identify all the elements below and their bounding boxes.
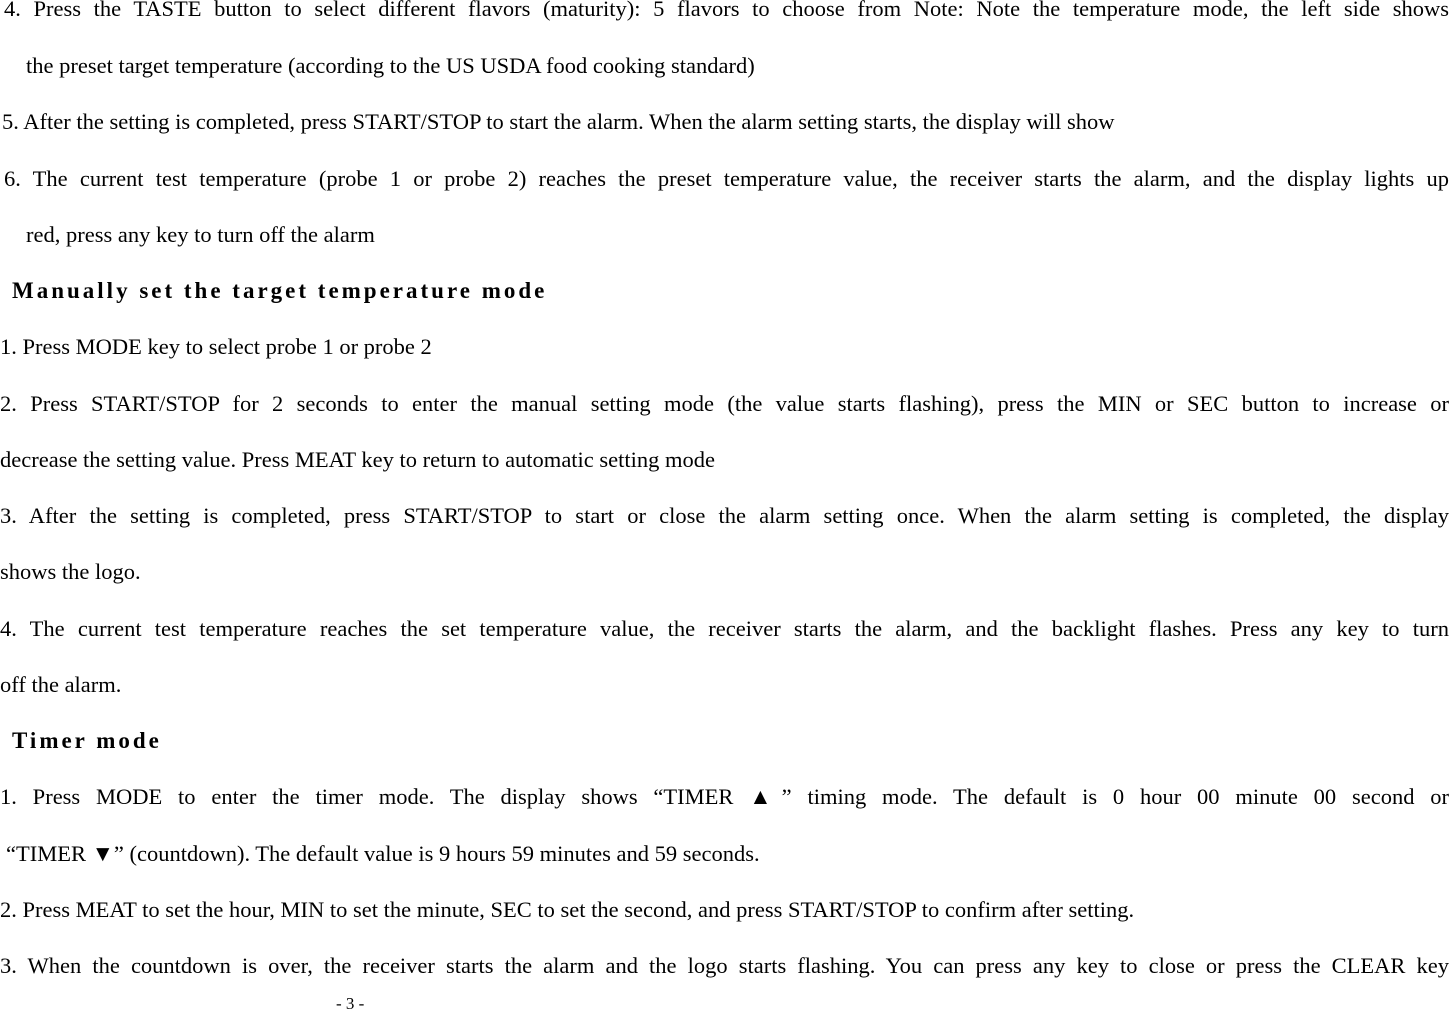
step-6-alarm-line-1: 6. The current test temperature (probe 1 or probe 2) reaches the preset temperature value, the receiver starts the alarm, and the display lights up — [4, 166, 1449, 191]
section-heading-timer-mode: Timer mode — [12, 728, 162, 753]
page-number: - 3 - — [336, 994, 365, 1013]
manual-step-2-line-2: decrease the setting value. Press MEAT key to return to automatic setting mode — [0, 447, 716, 472]
timer-step-1-line-2: “TIMER ▼” (countdown). The default value is 9 hours 59 minutes and 59 seconds. — [6, 841, 760, 866]
manual-step-1: 1. Press MODE key to select probe 1 or probe 2 — [0, 334, 432, 359]
manual-step-4-line-2: off the alarm. — [0, 672, 122, 697]
step-5-start-alarm: 5. After the setting is completed, press START/STOP to start the alarm. When the alarm setting starts, the display will show — [2, 109, 1115, 134]
timer-step-2: 2. Press MEAT to set the hour, MIN to set the minute, SEC to set the second, and press START/STOP to confirm after setting. — [0, 897, 1135, 922]
step-4-taste-line-2: the preset target temperature (according to the US USDA food cooking standard) — [26, 53, 755, 78]
manual-step-4-line-1: 4. The current test temperature reaches the set temperature value, the receiver starts the alarm, and the backlight flashes. Press any key to turn — [0, 616, 1449, 641]
manual-step-2-line-1: 2. Press START/STOP for 2 seconds to enter the manual setting mode (the value starts flashing), press the MIN or SEC button to increase or — [0, 391, 1449, 416]
manual-step-3-line-1: 3. After the setting is completed, press START/STOP to start or close the alarm setting once. When the alarm setting is completed, the display — [0, 503, 1449, 528]
timer-step-3-line-1: 3. When the countdown is over, the receiver starts the alarm and the logo starts flashing. You can press any key to close or press the CLEAR key — [0, 953, 1449, 978]
timer-step-1-line-1: 1. Press MODE to enter the timer mode. The display shows “TIMER ▲” timing mode. The default is 0 hour 00 minute 00 second or — [0, 784, 1449, 809]
step-4-taste-line-1: 4. Press the TASTE button to select different flavors (maturity): 5 flavors to choose from Note: Note the temperature mode, the left side shows — [4, 0, 1449, 21]
manual-step-3-line-2: shows the logo. — [0, 559, 141, 584]
step-6-alarm-line-2: red, press any key to turn off the alarm — [26, 222, 375, 247]
section-heading-manual-mode: Manually set the target temperature mode — [12, 278, 548, 303]
